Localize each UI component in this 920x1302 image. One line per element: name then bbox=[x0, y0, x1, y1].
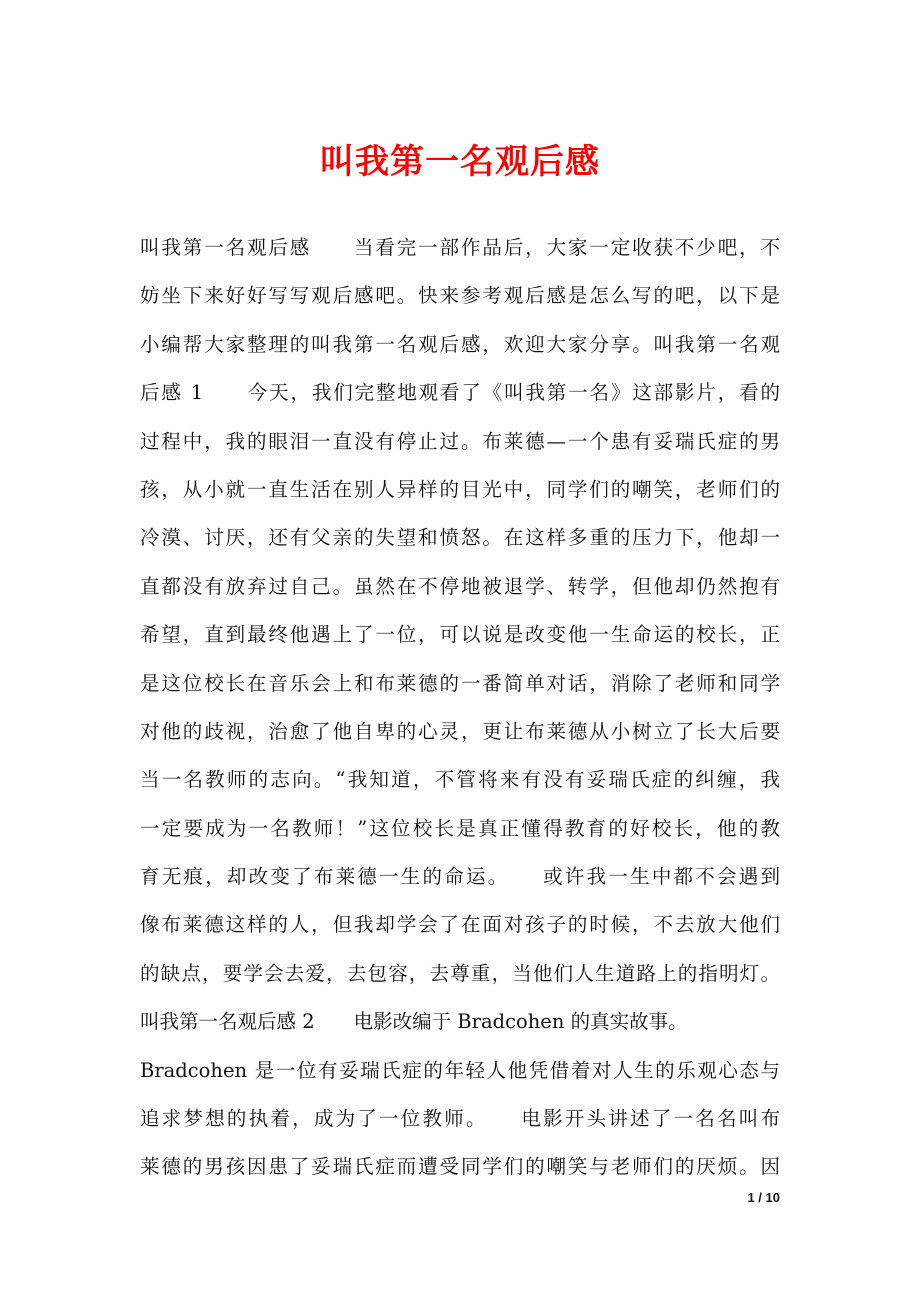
body-line: 是这位校长在音乐会上和布莱德的一番简单对话，消除了老师和同学 bbox=[140, 671, 780, 695]
body-line: 小编帮大家整理的叫我第一名观后感，欢迎大家分享。叫我第一名观 bbox=[140, 332, 780, 356]
body-line: 直都没有放弃过自己。虽然在不停地被退学、转学，但他却仍然抱有 bbox=[140, 574, 780, 598]
body-line: 莱德的男孩因患了妥瑞氏症而遭受同学们的嘲笑与老师们的厌烦。因 bbox=[140, 1155, 780, 1179]
body-line: 希望，直到最终他遇上了一位，可以说是改变他一生命运的校长，正 bbox=[140, 623, 780, 647]
body-line: 的缺点，要学会去爱，去包容，去尊重，当他们人生道路上的指明灯。 bbox=[140, 961, 780, 985]
body-line: 叫我第一名观后感 当看完一部作品后，大家一定收获不少吧，不 bbox=[140, 236, 780, 259]
body-line: 冷漠、讨厌，还有父亲的失望和愤怒。在这样多重的压力下，他却一 bbox=[140, 526, 780, 550]
body-line: Bradcohen 是一位有妥瑞氏症的年轻人他凭借着对人生的乐观心态与 bbox=[140, 1058, 780, 1082]
body-line: 对他的歧视，治愈了他自卑的心灵，更让布莱德从小树立了长大后要 bbox=[140, 719, 780, 743]
body-line: 过程中，我的眼泪一直没有停止过。布莱德—一个患有妥瑞氏症的男 bbox=[140, 429, 780, 453]
body-line: 叫我第一名观后感 2 电影改编于 Bradcohen 的真实故事。 bbox=[140, 1010, 688, 1034]
document-body bbox=[140, 224, 780, 1192]
document-title: 叫我第一名观后感 bbox=[320, 142, 600, 182]
body-line: 像布莱德这样的人，但我却学会了在面对孩子的时候，不去放大他们 bbox=[140, 913, 780, 937]
body-line: 当一名教师的志向。“我知道，不管将来有没有妥瑞氏症的纠缠，我 bbox=[140, 768, 780, 792]
body-line: 孩，从小就一直生活在别人异样的目光中，同学们的嘲笑，老师们的 bbox=[140, 477, 780, 501]
body-line: 妨坐下来好好写写观后感吧。快来参考观后感是怎么写的吧，以下是 bbox=[140, 284, 780, 308]
body-line: 一定要成为一名教师！”这位校长是真正懂得教育的好校长，他的教 bbox=[140, 816, 780, 840]
body-line: 后感 1 今天，我们完整地观看了《叫我第一名》这部影片，看的 bbox=[140, 381, 780, 405]
body-line: 追求梦想的执着，成为了一位教师。 电影开头讲述了一名名叫布 bbox=[140, 1107, 780, 1131]
page-number: 1 / 10 bbox=[747, 1190, 780, 1205]
body-line: 育无痕，却改变了布莱德一生的命运。 或许我一生中都不会遇到 bbox=[140, 865, 780, 889]
